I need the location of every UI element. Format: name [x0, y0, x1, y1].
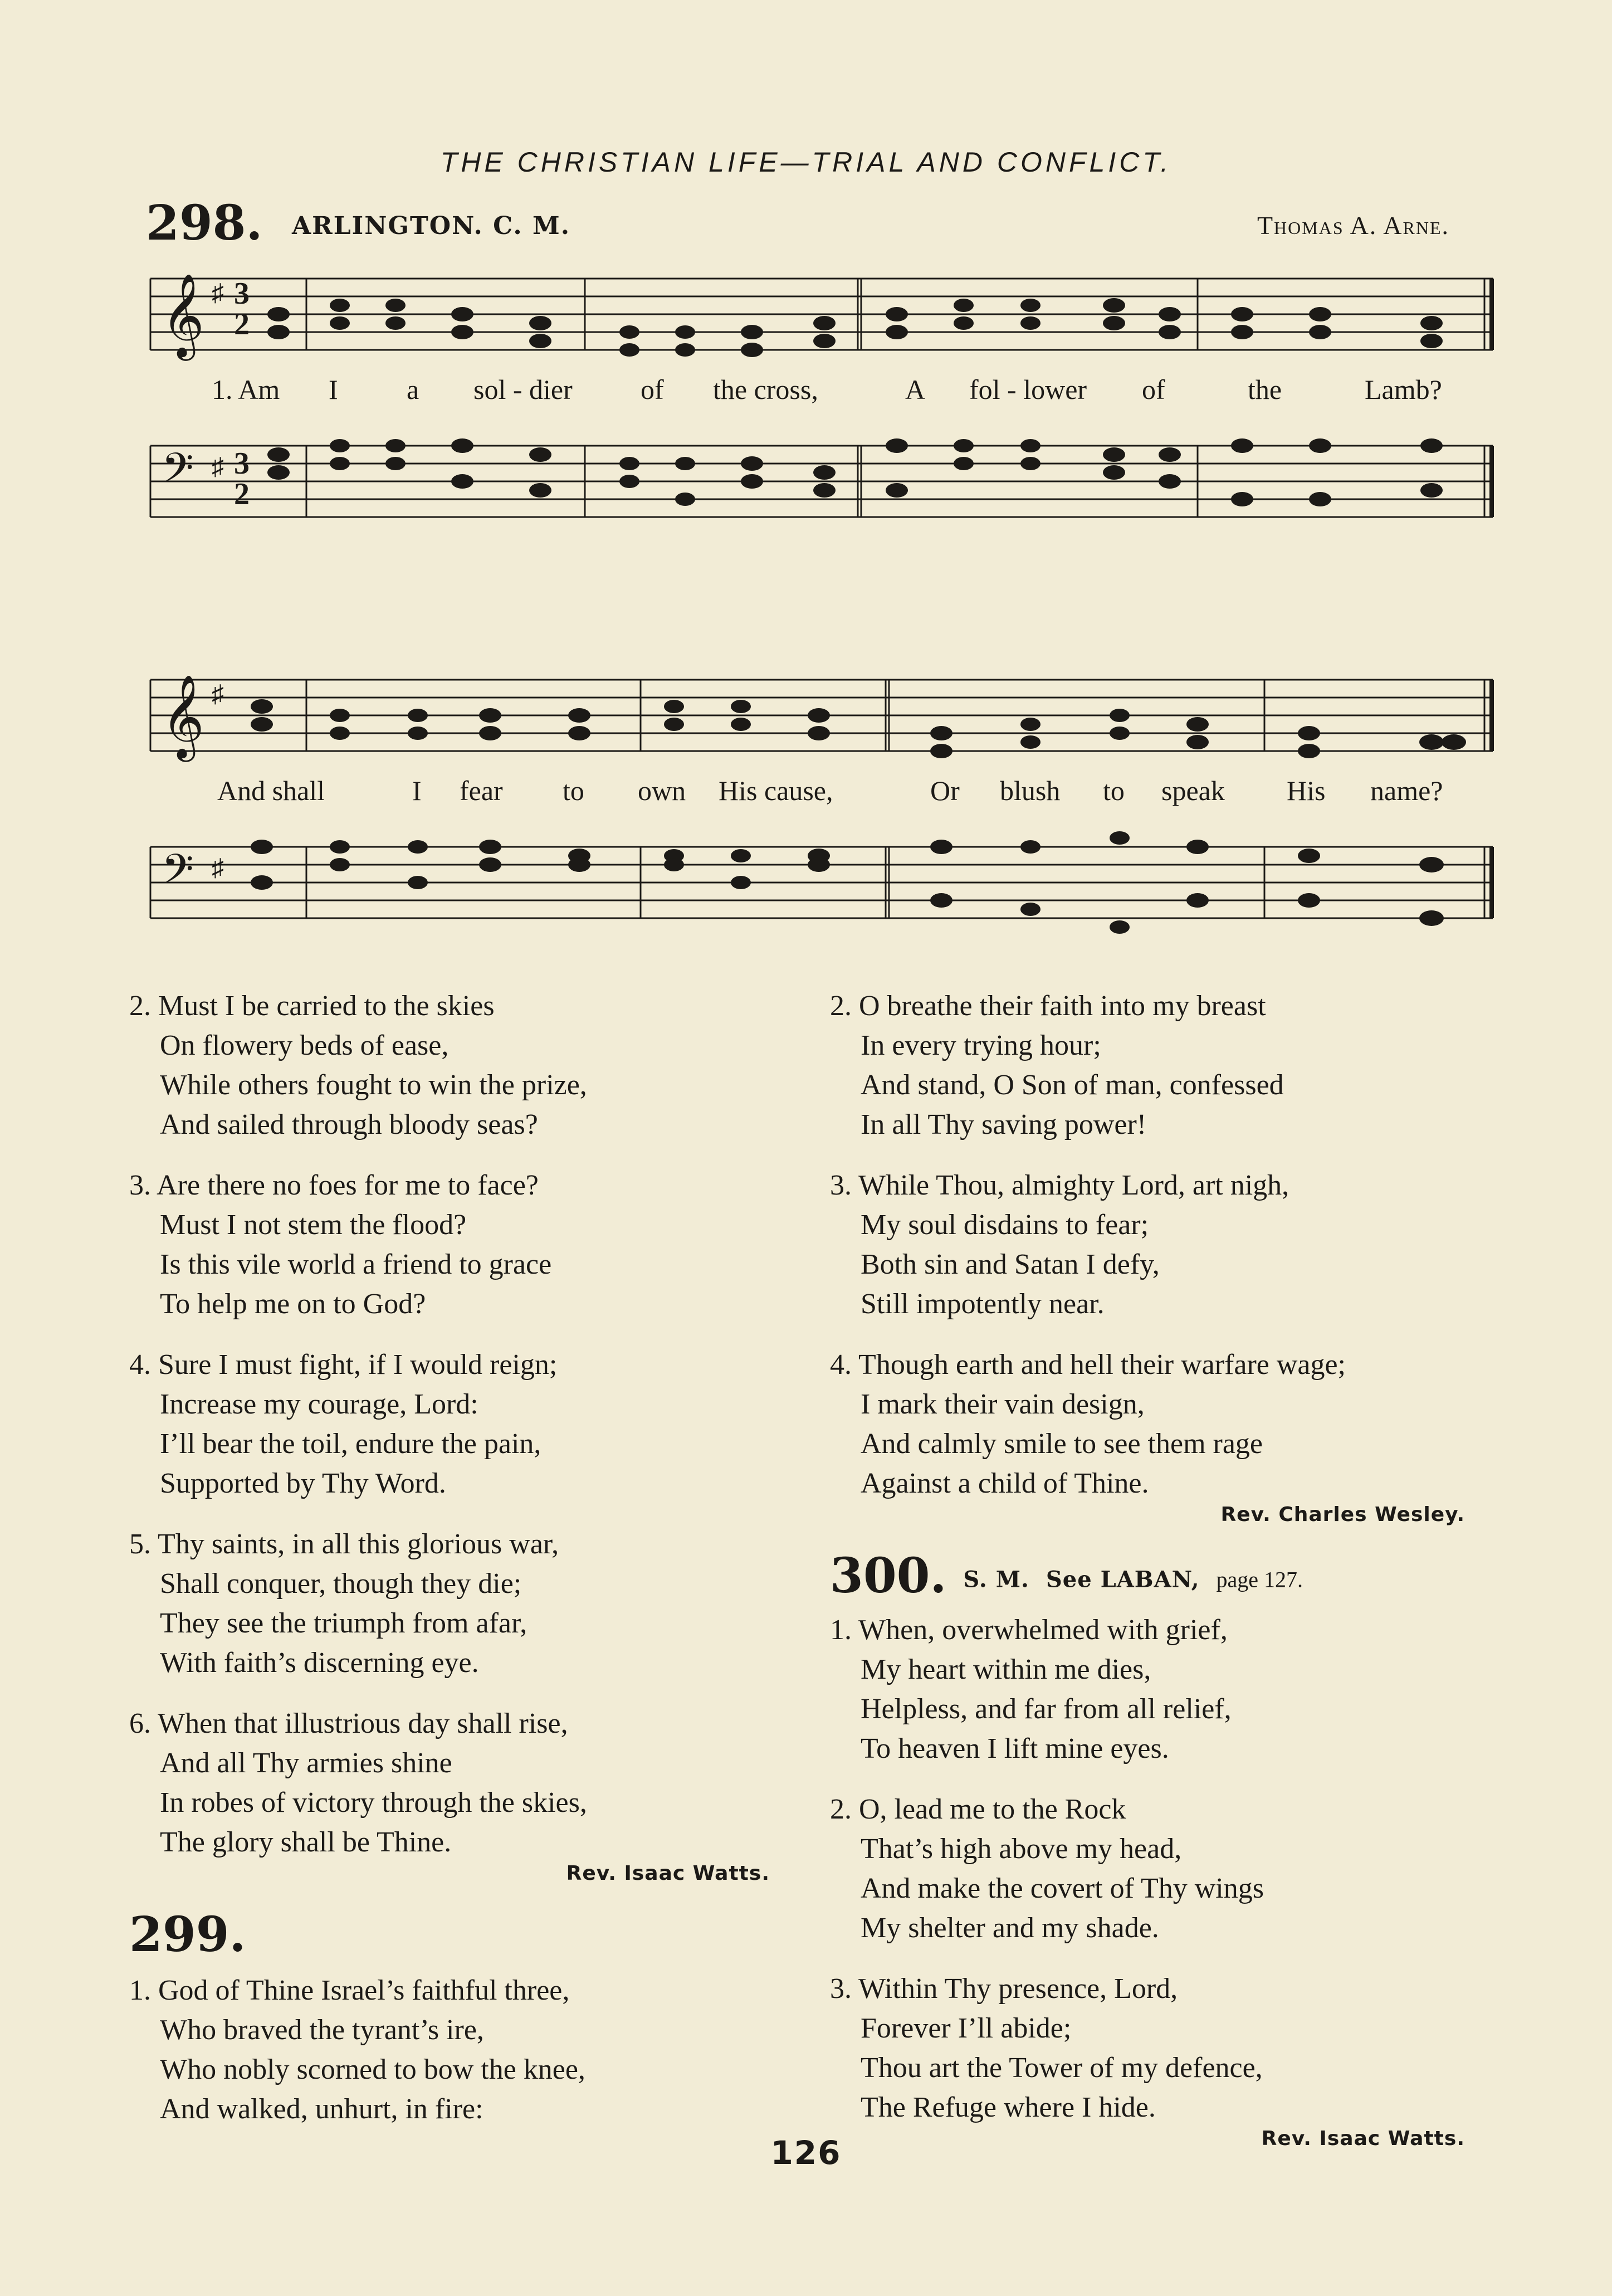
svg-text:3: 3	[234, 446, 250, 481]
tune-name: ARLINGTON. C. M.	[292, 212, 571, 240]
author-credit: Rev. Charles Wesley.	[1220, 1503, 1465, 1526]
verse-line: That’s high above my head,	[861, 1832, 1182, 1865]
verse-line: And walked, unhurt, in fire:	[160, 2093, 483, 2125]
hymn-number: 299.	[129, 1907, 246, 1963]
lyric-syllable: And shall	[217, 775, 325, 806]
lyric-syllable: fol - lower	[969, 374, 1087, 405]
verse-line: To heaven I lift mine eyes.	[861, 1732, 1169, 1764]
lyric-syllable: 1. Am	[212, 374, 280, 405]
verse-line: 2. Must I be carried to the skies	[129, 990, 495, 1022]
lyric-syllable: of	[1142, 374, 1165, 405]
author-credit: Rev. Isaac Watts.	[566, 1862, 770, 1885]
verse-line: On flowery beds of ease,	[160, 1030, 449, 1061]
stanza	[129, 1971, 787, 2129]
verse-line: The glory shall be Thine.	[160, 1826, 452, 1858]
stanza	[129, 1524, 787, 1683]
music-system-2	[139, 646, 1498, 958]
verse-line: My soul disdains to fear;	[861, 1209, 1149, 1241]
hymn-300-header	[830, 1548, 1498, 1608]
verse-line: I’ll bear the toil, endure the pain,	[160, 1428, 541, 1460]
verse-line: To help me on to God?	[160, 1288, 426, 1320]
lyric-syllable: name?	[1370, 775, 1443, 806]
verse-line: Who braved the tyrant’s ire,	[160, 2014, 484, 2046]
lyric-syllable: to	[563, 775, 584, 806]
verse-line: Thou art the Tower of my defence,	[861, 2051, 1263, 2084]
stanza	[830, 986, 1498, 1144]
lyric-syllable: I	[412, 775, 422, 806]
page-reference: page 127.	[1216, 1567, 1303, 1592]
svg-text:♯: ♯	[212, 680, 224, 708]
stanza	[830, 1345, 1498, 1503]
verse-line: Helpless, and far from all relief,	[861, 1693, 1232, 1725]
stanza	[830, 1166, 1498, 1324]
lyric-syllable: fear	[460, 775, 503, 806]
verse-line: Still impotently near.	[861, 1288, 1105, 1320]
verse-line: My heart within me dies,	[861, 1653, 1151, 1685]
verse-line: While others fought to win the prize,	[160, 1069, 587, 1101]
svg-text:♯: ♯	[212, 854, 224, 881]
svg-text:♯: ♯	[212, 279, 224, 306]
treble-staff-1	[139, 256, 1498, 368]
svg-text:3: 3	[234, 276, 250, 311]
verse-line: And stand, O Son of man, confessed	[861, 1069, 1284, 1101]
page-number: 126	[770, 2134, 842, 2172]
lyric-syllable: own	[638, 775, 686, 806]
verse-line: And all Thy armies shine	[160, 1747, 452, 1779]
verse-line: 5. Thy saints, in all this glorious war,	[129, 1528, 559, 1560]
author-credit: Rev. Isaac Watts.	[1261, 2127, 1465, 2150]
lyric-syllable: sol - dier	[473, 374, 573, 405]
verse-line: In all Thy saving power!	[861, 1109, 1147, 1140]
stanza	[830, 1610, 1498, 1768]
hymn-number: 300.	[830, 1548, 947, 1604]
lyric-syllable: His cause,	[719, 775, 833, 806]
verse-line: Is this vile world a friend to grace	[160, 1249, 552, 1280]
lyric-syllable: I	[329, 374, 338, 405]
tune-reference: See LABAN,	[1046, 1566, 1200, 1593]
verse-line: 3. Are there no foes for me to face?	[129, 1169, 539, 1201]
stanza	[129, 1345, 787, 1503]
hymn-number: 298.	[146, 195, 263, 251]
verse-line: They see the triumph from afar,	[160, 1607, 527, 1639]
lyric-syllable: blush	[1000, 775, 1061, 806]
hymn-298-header	[146, 195, 1449, 251]
right-column	[830, 986, 1498, 2172]
verse-line: Increase my courage, Lord:	[160, 1388, 478, 1420]
stanza	[830, 1790, 1498, 1948]
stanza	[830, 1969, 1498, 2127]
verse-line: 4. Though earth and hell their warfare wage;	[830, 1349, 1346, 1381]
verse-line: Both sin and Satan I defy,	[861, 1249, 1160, 1280]
verse-line: Supported by Thy Word.	[160, 1468, 446, 1499]
running-head: THE CHRISTIAN LIFE—TRIAL AND CONFLICT.	[440, 147, 1172, 178]
lyric-syllable: speak	[1161, 775, 1225, 806]
lyric-syllable: a	[407, 374, 419, 405]
verse-line: Who nobly scorned to bow the knee,	[160, 2054, 585, 2085]
verse-line: 6. When that illustrious day shall rise,	[129, 1708, 568, 1739]
stanza	[129, 986, 787, 1144]
verse-line: 3. Within Thy presence, Lord,	[830, 1972, 1178, 2005]
lyric-syllable: His	[1287, 775, 1326, 806]
verse-line: 3. While Thou, almighty Lord, art nigh,	[830, 1169, 1289, 1201]
meter: S. M.	[963, 1566, 1029, 1593]
verse-line: I mark their vain design,	[861, 1388, 1145, 1420]
svg-text:2: 2	[234, 307, 250, 342]
verse-line: 2. O, lead me to the Rock	[830, 1793, 1126, 1825]
verse-line: In every trying hour;	[861, 1030, 1101, 1061]
lyric-syllable: Or	[930, 775, 960, 806]
lyric-syllable: the cross,	[713, 374, 818, 405]
svg-text:𝄞: 𝄞	[162, 272, 204, 357]
verse-line: And calmly smile to see them rage	[861, 1428, 1263, 1460]
lyric-syllable: Lamb?	[1365, 374, 1442, 405]
verse-line: 4. Sure I must fight, if I would reign;	[129, 1349, 558, 1381]
svg-text:𝄢: 𝄢	[162, 845, 194, 904]
left-column	[129, 986, 787, 2150]
lyric-syllable: of	[641, 374, 664, 405]
verse-line: And make the covert of Thy wings	[861, 1872, 1264, 1904]
stanza	[129, 1704, 787, 1862]
verse-line: 1. God of Thine Israel’s faithful three,	[129, 1975, 570, 2006]
bass-staff-1	[139, 423, 1498, 546]
verse-line: Forever I’ll abide;	[861, 2012, 1072, 2044]
bass-staff-2	[139, 825, 1498, 958]
composer: Thomas A. Arne.	[1257, 211, 1449, 240]
svg-text:2: 2	[234, 477, 250, 511]
verse-line: The Refuge where I hide.	[861, 2091, 1156, 2123]
verse-line: And sailed through bloody seas?	[160, 1109, 538, 1140]
lyric-syllable: the	[1248, 374, 1282, 405]
verse-line: In robes of victory through the skies,	[160, 1787, 587, 1819]
lyric-syllable: to	[1103, 775, 1125, 806]
verse-line: Must I not stem the flood?	[160, 1209, 467, 1241]
verse-line: With faith’s discerning eye.	[160, 1647, 479, 1679]
svg-text:𝄞: 𝄞	[162, 674, 204, 758]
svg-text:♯: ♯	[212, 453, 224, 480]
verse-line: 2. O breathe their faith into my breast	[830, 990, 1266, 1022]
lyric-syllable: A	[905, 374, 926, 405]
verse-line: My shelter and my shade.	[861, 1912, 1159, 1944]
verse-line: 1. When, overwhelmed with grief,	[830, 1613, 1228, 1646]
svg-text:𝄢: 𝄢	[162, 444, 194, 503]
verse-line: Shall conquer, though they die;	[160, 1568, 522, 1600]
treble-staff-2	[139, 657, 1498, 769]
stanza	[129, 1166, 787, 1324]
verse-line: Against a child of Thine.	[861, 1468, 1149, 1499]
music-system-1	[139, 245, 1498, 557]
